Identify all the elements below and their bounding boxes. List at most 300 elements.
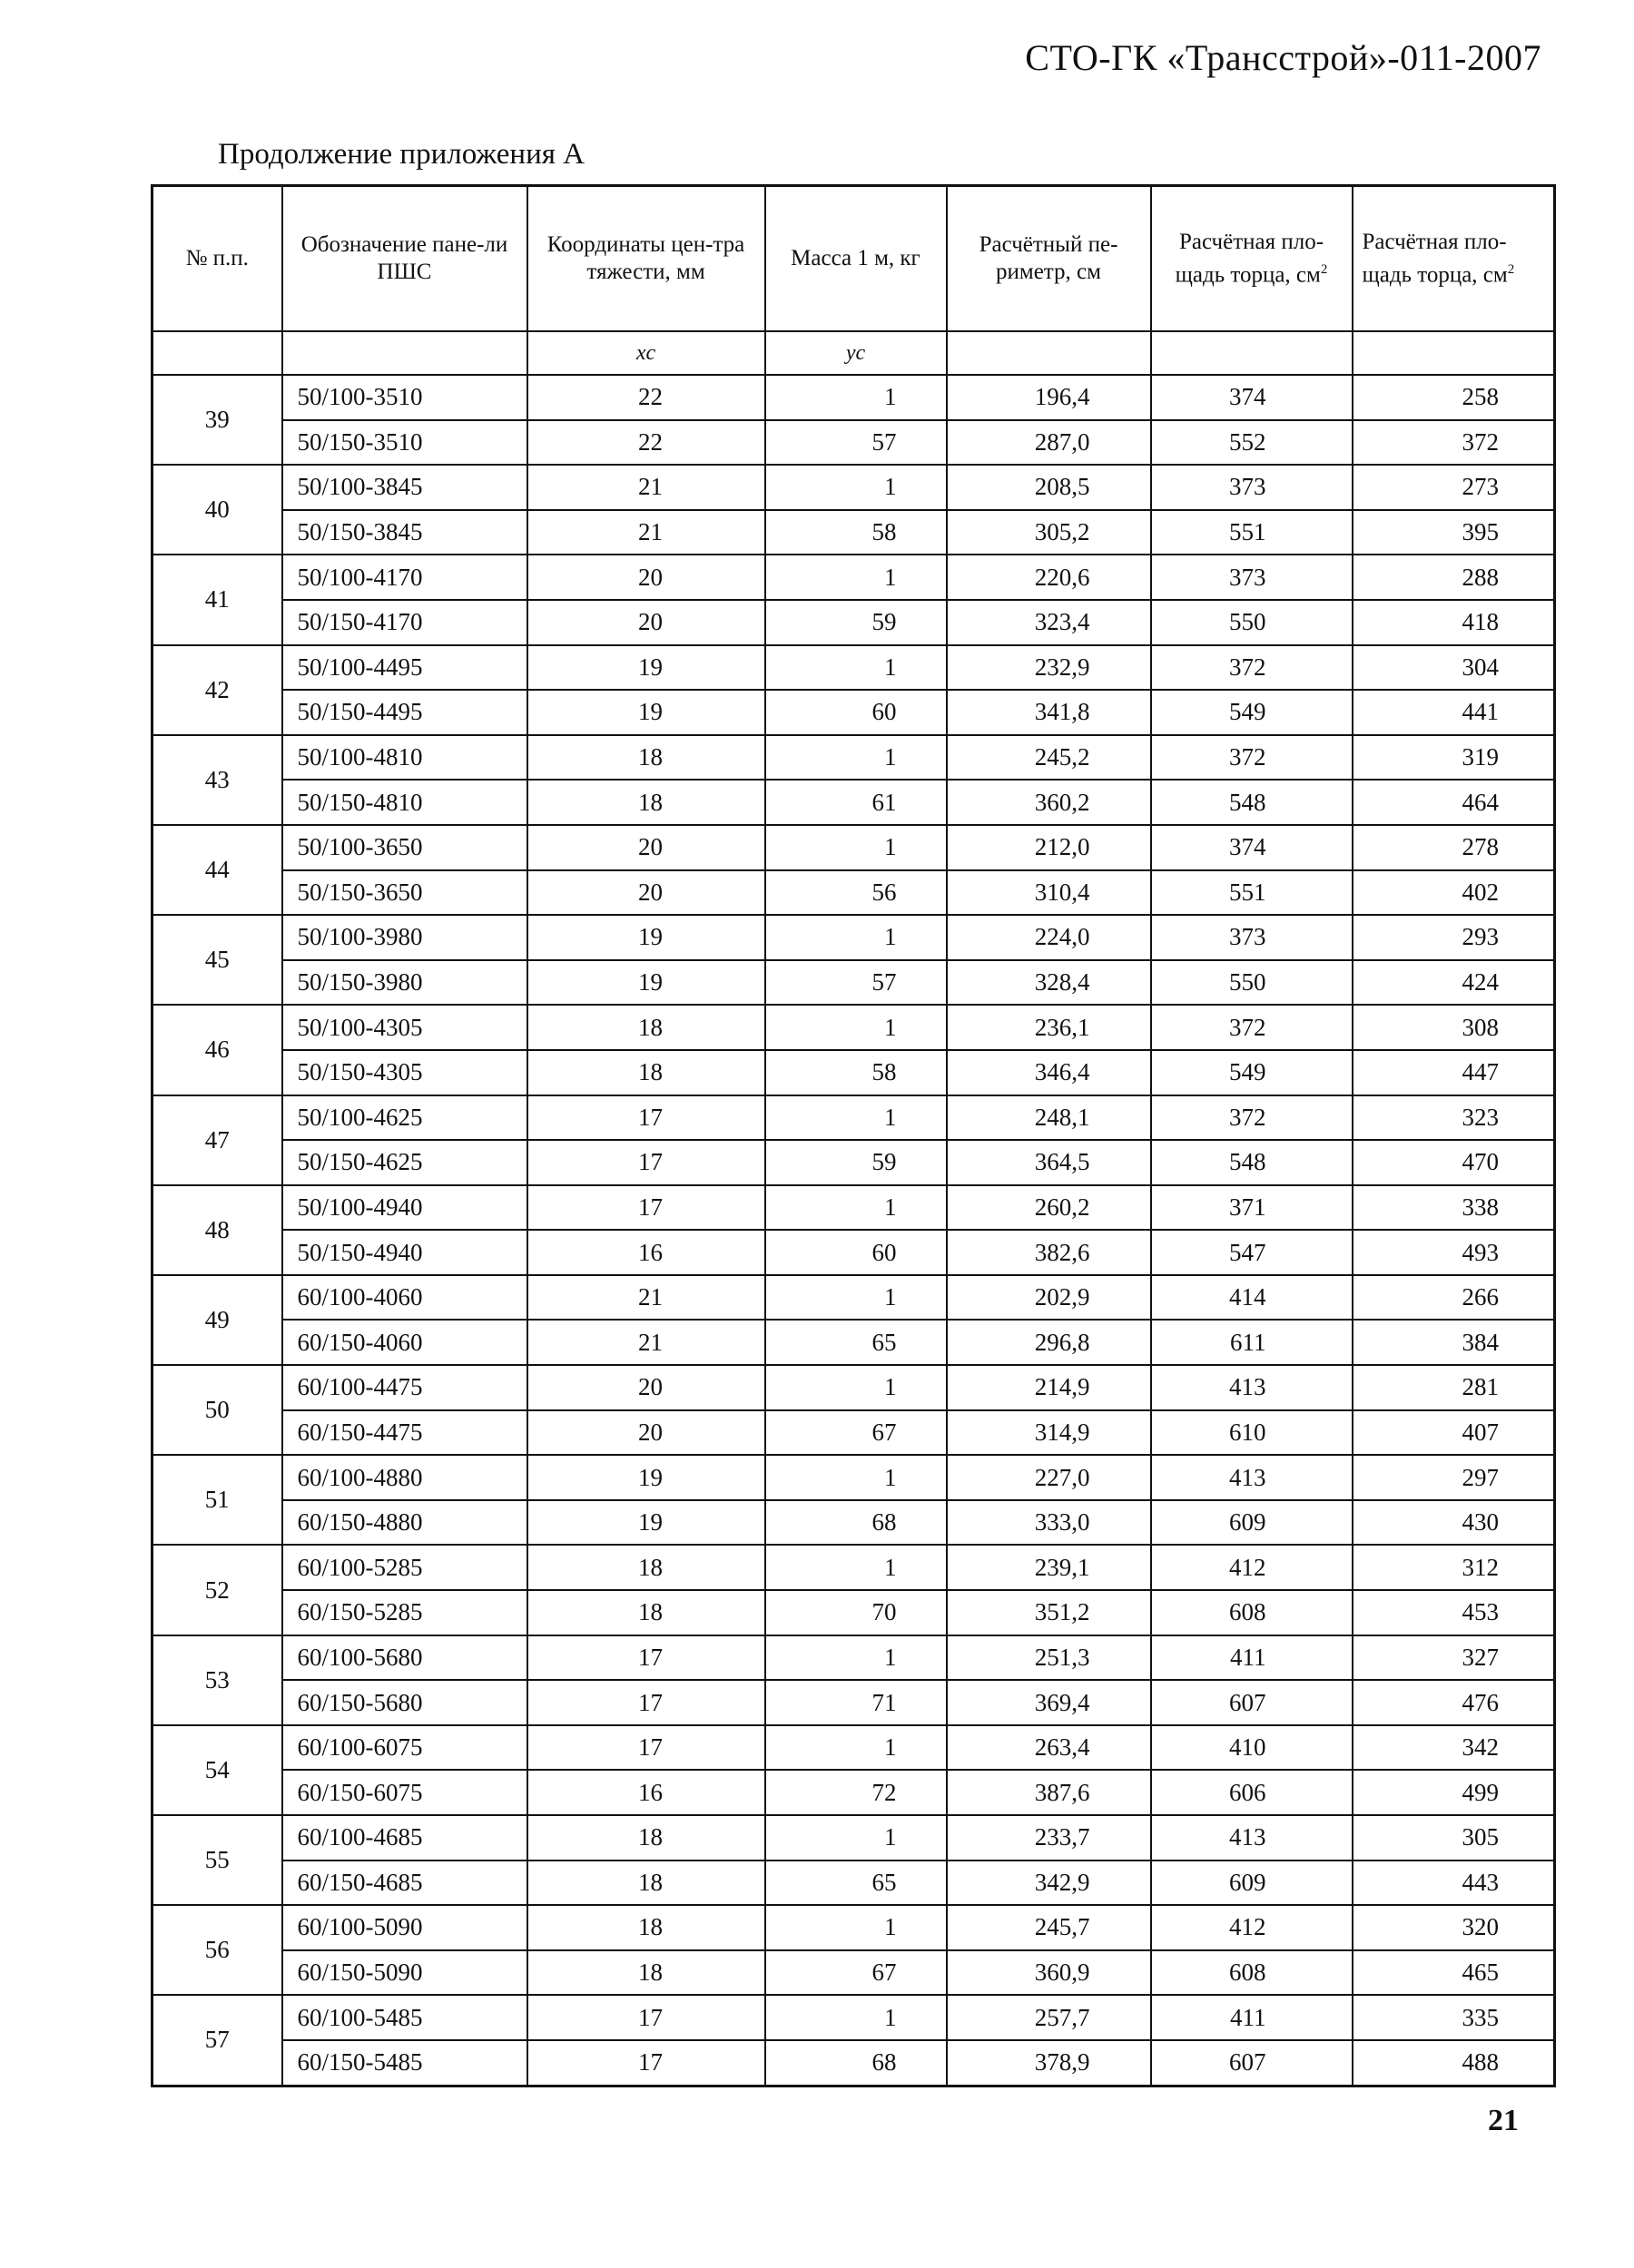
cell-perimeter: 351,2 (947, 1590, 1151, 1635)
cell-designation: 60/150-5090 (282, 1950, 527, 1996)
cell-area-1: 549 (1151, 1050, 1353, 1095)
table-row (153, 915, 1555, 960)
cell-perimeter: 328,4 (947, 960, 1151, 1006)
cell-yc: 1 (765, 1455, 947, 1500)
cell-area-1: 609 (1151, 1500, 1353, 1546)
cell-xc: 20 (527, 1410, 765, 1456)
cell-area-2: 258 (1353, 375, 1555, 420)
cell-xc: 20 (527, 600, 765, 645)
cell-yc: 1 (765, 465, 947, 510)
cell-row-number: 39 (153, 375, 282, 465)
cell-area-1: 611 (1151, 1320, 1353, 1365)
cell-yc: 68 (765, 1500, 947, 1546)
cell-area-2: 278 (1353, 825, 1555, 870)
cell-yc: 58 (765, 510, 947, 555)
cell-yc: 68 (765, 2040, 947, 2086)
cell-area-2: 372 (1353, 420, 1555, 466)
cell-perimeter: 233,7 (947, 1815, 1151, 1861)
table-row (153, 1635, 1555, 1681)
cell-yc: 1 (765, 1005, 947, 1050)
cell-xc: 21 (527, 1320, 765, 1365)
table-row (153, 645, 1555, 691)
cell-designation: 60/100-5485 (282, 1995, 527, 2040)
cell-perimeter: 378,9 (947, 2040, 1151, 2086)
cell-xc: 18 (527, 1861, 765, 1906)
cell-area-2: 297 (1353, 1455, 1555, 1500)
cell-area-2: 266 (1353, 1275, 1555, 1321)
cell-yc: 1 (765, 555, 947, 600)
cell-yc: 1 (765, 1365, 947, 1410)
table-row (153, 1590, 1555, 1635)
cell-area-2: 453 (1353, 1590, 1555, 1635)
cell-area-2: 499 (1353, 1770, 1555, 1815)
cell-perimeter: 257,7 (947, 1995, 1151, 2040)
cell-yc: 1 (765, 825, 947, 870)
cell-area-1: 410 (1151, 1725, 1353, 1771)
cell-yc: 60 (765, 1230, 947, 1275)
cell-area-2: 395 (1353, 510, 1555, 555)
cell-xc: 19 (527, 1455, 765, 1500)
cell-area-1: 372 (1151, 735, 1353, 781)
cell-xc: 19 (527, 915, 765, 960)
cell-perimeter: 196,4 (947, 375, 1151, 420)
header-num: № п.п. (153, 186, 282, 332)
header-area-1-text: Расчётная пло-щадь торца, см (1175, 229, 1324, 288)
cell-area-1: 552 (1151, 420, 1353, 466)
subheader-xc: xc (527, 331, 765, 375)
cell-yc: 65 (765, 1320, 947, 1365)
cell-designation: 60/100-5680 (282, 1635, 527, 1681)
subheader-yc: yc (765, 331, 947, 375)
cell-area-2: 312 (1353, 1545, 1555, 1590)
cell-perimeter: 387,6 (947, 1770, 1151, 1815)
panel-data-table (151, 184, 1556, 2087)
cell-area-2: 476 (1353, 1680, 1555, 1725)
header-perimeter: Расчётный пе-риметр, см (947, 186, 1151, 332)
table-body (153, 331, 1555, 2086)
cell-area-1: 608 (1151, 1950, 1353, 1996)
cell-xc: 19 (527, 960, 765, 1006)
cell-area-1: 607 (1151, 2040, 1353, 2086)
cell-area-2: 493 (1353, 1230, 1555, 1275)
cell-perimeter: 248,1 (947, 1095, 1151, 1141)
cell-yc: 59 (765, 600, 947, 645)
cell-designation: 50/150-4495 (282, 690, 527, 735)
cell-perimeter: 220,6 (947, 555, 1151, 600)
table-row (153, 600, 1555, 645)
cell-row-number: 40 (153, 465, 282, 555)
cell-area-2: 430 (1353, 1500, 1555, 1546)
cell-xc: 18 (527, 1815, 765, 1861)
cell-area-2: 323 (1353, 1095, 1555, 1141)
cell-area-2: 338 (1353, 1185, 1555, 1231)
cell-area-2: 441 (1353, 690, 1555, 735)
cell-area-1: 373 (1151, 915, 1353, 960)
cell-area-1: 372 (1151, 1095, 1353, 1141)
page-number: 21 (1488, 2104, 1519, 2137)
subheader-empty (282, 331, 527, 375)
cell-designation: 50/100-3845 (282, 465, 527, 510)
cell-area-2: 447 (1353, 1050, 1555, 1095)
cell-row-number: 50 (153, 1365, 282, 1455)
cell-designation: 60/100-4880 (282, 1455, 527, 1500)
cell-area-2: 304 (1353, 645, 1555, 691)
cell-area-1: 411 (1151, 1995, 1353, 2040)
cell-row-number: 57 (153, 1995, 282, 2086)
cell-area-1: 551 (1151, 870, 1353, 916)
table-row (153, 420, 1555, 466)
cell-xc: 20 (527, 555, 765, 600)
cell-yc: 67 (765, 1410, 947, 1456)
cell-yc: 61 (765, 780, 947, 825)
table-row (153, 1185, 1555, 1231)
cell-xc: 19 (527, 1500, 765, 1546)
cell-area-1: 608 (1151, 1590, 1353, 1635)
cell-xc: 18 (527, 780, 765, 825)
cell-area-2: 464 (1353, 780, 1555, 825)
cell-row-number: 51 (153, 1455, 282, 1545)
cell-designation: 50/150-3650 (282, 870, 527, 916)
table-row (153, 555, 1555, 600)
cell-row-number: 56 (153, 1905, 282, 1995)
table-row (153, 780, 1555, 825)
table-row (153, 690, 1555, 735)
cell-row-number: 52 (153, 1545, 282, 1635)
cell-yc: 58 (765, 1050, 947, 1095)
cell-yc: 1 (765, 1275, 947, 1321)
cell-area-2: 305 (1353, 1815, 1555, 1861)
table-row (153, 2040, 1555, 2086)
cell-yc: 59 (765, 1140, 947, 1185)
cell-designation: 50/100-4170 (282, 555, 527, 600)
cell-xc: 16 (527, 1770, 765, 1815)
cell-xc: 16 (527, 1230, 765, 1275)
cell-xc: 17 (527, 1680, 765, 1725)
cell-row-number: 54 (153, 1725, 282, 1815)
cell-area-1: 550 (1151, 960, 1353, 1006)
cell-area-1: 610 (1151, 1410, 1353, 1456)
header-mass: Масса 1 м, кг (765, 186, 947, 332)
cell-xc: 18 (527, 1590, 765, 1635)
cell-perimeter: 212,0 (947, 825, 1151, 870)
cell-xc: 17 (527, 1725, 765, 1771)
cell-area-1: 551 (1151, 510, 1353, 555)
cell-row-number: 48 (153, 1185, 282, 1275)
cell-row-number: 46 (153, 1005, 282, 1095)
header-area-1 (1151, 186, 1353, 332)
cell-row-number: 43 (153, 735, 282, 825)
header-area-2 (1353, 186, 1555, 332)
cell-xc: 17 (527, 1095, 765, 1141)
header-area-2-exponent: 2 (1507, 261, 1515, 277)
cell-area-1: 373 (1151, 465, 1353, 510)
cell-yc: 1 (765, 375, 947, 420)
cell-xc: 18 (527, 1050, 765, 1095)
appendix-continuation-title: Продолжение приложения А (218, 138, 585, 171)
cell-area-2: 407 (1353, 1410, 1555, 1456)
cell-yc: 1 (765, 915, 947, 960)
table-row (153, 1455, 1555, 1500)
cell-xc: 17 (527, 1995, 765, 2040)
table-row (153, 375, 1555, 420)
cell-row-number: 42 (153, 645, 282, 735)
cell-area-1: 413 (1151, 1455, 1353, 1500)
cell-area-2: 465 (1353, 1950, 1555, 1996)
cell-designation: 50/100-3980 (282, 915, 527, 960)
cell-area-2: 402 (1353, 870, 1555, 916)
cell-area-1: 550 (1151, 600, 1353, 645)
table-row (153, 1950, 1555, 1996)
cell-area-1: 548 (1151, 780, 1353, 825)
cell-designation: 50/100-4305 (282, 1005, 527, 1050)
cell-designation: 50/150-4170 (282, 600, 527, 645)
cell-xc: 21 (527, 510, 765, 555)
cell-yc: 1 (765, 1905, 947, 1950)
cell-designation: 50/100-4495 (282, 645, 527, 691)
cell-area-2: 418 (1353, 600, 1555, 645)
cell-designation: 60/150-4880 (282, 1500, 527, 1546)
cell-perimeter: 342,9 (947, 1861, 1151, 1906)
cell-area-2: 342 (1353, 1725, 1555, 1771)
table-row (153, 510, 1555, 555)
cell-yc: 1 (765, 1725, 947, 1771)
table-row (153, 1861, 1555, 1906)
cell-area-1: 372 (1151, 1005, 1353, 1050)
cell-row-number: 45 (153, 915, 282, 1005)
cell-designation: 50/150-3980 (282, 960, 527, 1006)
cell-designation: 50/150-4940 (282, 1230, 527, 1275)
table-row (153, 1725, 1555, 1771)
cell-area-2: 273 (1353, 465, 1555, 510)
cell-designation: 60/100-5090 (282, 1905, 527, 1950)
cell-row-number: 41 (153, 555, 282, 644)
cell-xc: 18 (527, 1545, 765, 1590)
table-row (153, 1905, 1555, 1950)
cell-designation: 50/150-4625 (282, 1140, 527, 1185)
cell-designation: 50/100-4625 (282, 1095, 527, 1141)
cell-yc: 1 (765, 1635, 947, 1681)
cell-designation: 60/100-4685 (282, 1815, 527, 1861)
cell-xc: 18 (527, 1905, 765, 1950)
cell-row-number: 44 (153, 825, 282, 915)
cell-perimeter: 251,3 (947, 1635, 1151, 1681)
cell-perimeter: 310,4 (947, 870, 1151, 916)
cell-designation: 50/150-3510 (282, 420, 527, 466)
cell-area-1: 374 (1151, 825, 1353, 870)
cell-perimeter: 245,2 (947, 735, 1151, 781)
cell-area-2: 288 (1353, 555, 1555, 600)
header-designation: Обозначение пане-ли ПШС (282, 186, 527, 332)
table-row (153, 1770, 1555, 1815)
cell-xc: 17 (527, 1635, 765, 1681)
cell-perimeter: 214,9 (947, 1365, 1151, 1410)
cell-area-2: 335 (1353, 1995, 1555, 2040)
cell-xc: 20 (527, 1365, 765, 1410)
cell-designation: 60/150-5680 (282, 1680, 527, 1725)
cell-area-1: 411 (1151, 1635, 1353, 1681)
table-row (153, 1320, 1555, 1365)
cell-designation: 60/100-4060 (282, 1275, 527, 1321)
cell-area-2: 319 (1353, 735, 1555, 781)
table-row (153, 1050, 1555, 1095)
cell-area-1: 413 (1151, 1815, 1353, 1861)
cell-row-number: 49 (153, 1275, 282, 1365)
cell-yc: 1 (765, 1815, 947, 1861)
cell-yc: 1 (765, 1185, 947, 1231)
cell-area-2: 320 (1353, 1905, 1555, 1950)
cell-designation: 60/150-5485 (282, 2040, 527, 2086)
cell-yc: 72 (765, 1770, 947, 1815)
table-row (153, 825, 1555, 870)
table-row (153, 1500, 1555, 1546)
cell-xc: 21 (527, 465, 765, 510)
cell-area-1: 412 (1151, 1545, 1353, 1590)
cell-designation: 60/100-6075 (282, 1725, 527, 1771)
cell-yc: 60 (765, 690, 947, 735)
cell-area-2: 281 (1353, 1365, 1555, 1410)
subheader-row (153, 331, 1555, 375)
cell-perimeter: 239,1 (947, 1545, 1151, 1590)
table-row (153, 735, 1555, 781)
cell-row-number: 55 (153, 1815, 282, 1905)
cell-yc: 70 (765, 1590, 947, 1635)
cell-perimeter: 236,1 (947, 1005, 1151, 1050)
header-area-2-text: Расчётная пло-щадь торца, см (1362, 229, 1508, 288)
cell-perimeter: 287,0 (947, 420, 1151, 466)
cell-designation: 60/150-4060 (282, 1320, 527, 1365)
cell-yc: 1 (765, 1095, 947, 1141)
cell-perimeter: 296,8 (947, 1320, 1151, 1365)
cell-yc: 56 (765, 870, 947, 916)
cell-area-2: 308 (1353, 1005, 1555, 1050)
cell-designation: 50/150-4810 (282, 780, 527, 825)
cell-xc: 20 (527, 825, 765, 870)
cell-xc: 18 (527, 1950, 765, 1996)
cell-area-1: 374 (1151, 375, 1353, 420)
cell-area-2: 327 (1353, 1635, 1555, 1681)
cell-designation: 50/150-3845 (282, 510, 527, 555)
cell-perimeter: 227,0 (947, 1455, 1151, 1500)
cell-perimeter: 314,9 (947, 1410, 1151, 1456)
header-coords: Координаты цен-тра тяжести, мм (527, 186, 765, 332)
cell-designation: 60/150-6075 (282, 1770, 527, 1815)
cell-xc: 17 (527, 1185, 765, 1231)
cell-perimeter: 360,9 (947, 1950, 1151, 1996)
table-row (153, 1365, 1555, 1410)
cell-designation: 50/150-4305 (282, 1050, 527, 1095)
cell-perimeter: 333,0 (947, 1500, 1151, 1546)
table-row (153, 1410, 1555, 1456)
cell-xc: 17 (527, 2040, 765, 2086)
cell-yc: 1 (765, 1545, 947, 1590)
cell-area-1: 548 (1151, 1140, 1353, 1185)
cell-designation: 60/100-5285 (282, 1545, 527, 1590)
header-area-1-exponent: 2 (1320, 261, 1328, 277)
table-row (153, 1095, 1555, 1141)
cell-area-1: 609 (1151, 1861, 1353, 1906)
cell-area-1: 606 (1151, 1770, 1353, 1815)
cell-area-2: 293 (1353, 915, 1555, 960)
cell-xc: 19 (527, 645, 765, 691)
cell-designation: 50/100-3650 (282, 825, 527, 870)
cell-xc: 21 (527, 1275, 765, 1321)
cell-designation: 50/100-3510 (282, 375, 527, 420)
cell-area-2: 488 (1353, 2040, 1555, 2086)
table-header (153, 186, 1555, 332)
cell-xc: 22 (527, 420, 765, 466)
cell-perimeter: 369,4 (947, 1680, 1151, 1725)
cell-perimeter: 224,0 (947, 915, 1151, 960)
cell-area-1: 412 (1151, 1905, 1353, 1950)
table-row (153, 870, 1555, 916)
subheader-empty (947, 331, 1151, 375)
cell-perimeter: 232,9 (947, 645, 1151, 691)
cell-area-1: 373 (1151, 555, 1353, 600)
cell-perimeter: 260,2 (947, 1185, 1151, 1231)
cell-row-number: 47 (153, 1095, 282, 1185)
cell-area-1: 371 (1151, 1185, 1353, 1231)
document-code-header: СТО-ГК «Трансстрой»-011-2007 (1025, 37, 1541, 78)
cell-xc: 18 (527, 735, 765, 781)
cell-perimeter: 245,7 (947, 1905, 1151, 1950)
cell-area-1: 547 (1151, 1230, 1353, 1275)
cell-yc: 71 (765, 1680, 947, 1725)
table-row (153, 960, 1555, 1006)
cell-designation: 60/150-4685 (282, 1861, 527, 1906)
cell-perimeter: 208,5 (947, 465, 1151, 510)
cell-area-2: 443 (1353, 1861, 1555, 1906)
cell-perimeter: 323,4 (947, 600, 1151, 645)
cell-perimeter: 305,2 (947, 510, 1151, 555)
subheader-empty (1353, 331, 1555, 375)
table-row (153, 465, 1555, 510)
table-row (153, 1230, 1555, 1275)
subheader-empty (1151, 331, 1353, 375)
cell-yc: 1 (765, 1995, 947, 2040)
cell-yc: 67 (765, 1950, 947, 1996)
table-row (153, 1545, 1555, 1590)
cell-yc: 1 (765, 735, 947, 781)
subheader-empty (153, 331, 282, 375)
cell-row-number: 53 (153, 1635, 282, 1725)
cell-area-1: 549 (1151, 690, 1353, 735)
cell-xc: 18 (527, 1005, 765, 1050)
cell-perimeter: 263,4 (947, 1725, 1151, 1771)
cell-perimeter: 341,8 (947, 690, 1151, 735)
cell-designation: 60/100-4475 (282, 1365, 527, 1410)
cell-yc: 1 (765, 645, 947, 691)
cell-yc: 65 (765, 1861, 947, 1906)
cell-perimeter: 360,2 (947, 780, 1151, 825)
cell-designation: 60/150-4475 (282, 1410, 527, 1456)
table-row (153, 1005, 1555, 1050)
cell-perimeter: 202,9 (947, 1275, 1151, 1321)
cell-area-1: 607 (1151, 1680, 1353, 1725)
cell-perimeter: 346,4 (947, 1050, 1151, 1095)
cell-xc: 20 (527, 870, 765, 916)
cell-area-2: 470 (1353, 1140, 1555, 1185)
table-row (153, 1275, 1555, 1321)
cell-designation: 60/150-5285 (282, 1590, 527, 1635)
cell-area-2: 424 (1353, 960, 1555, 1006)
cell-xc: 22 (527, 375, 765, 420)
table-row (153, 1140, 1555, 1185)
cell-designation: 50/100-4810 (282, 735, 527, 781)
cell-area-2: 384 (1353, 1320, 1555, 1365)
cell-area-1: 372 (1151, 645, 1353, 691)
cell-perimeter: 382,6 (947, 1230, 1151, 1275)
cell-yc: 57 (765, 420, 947, 466)
